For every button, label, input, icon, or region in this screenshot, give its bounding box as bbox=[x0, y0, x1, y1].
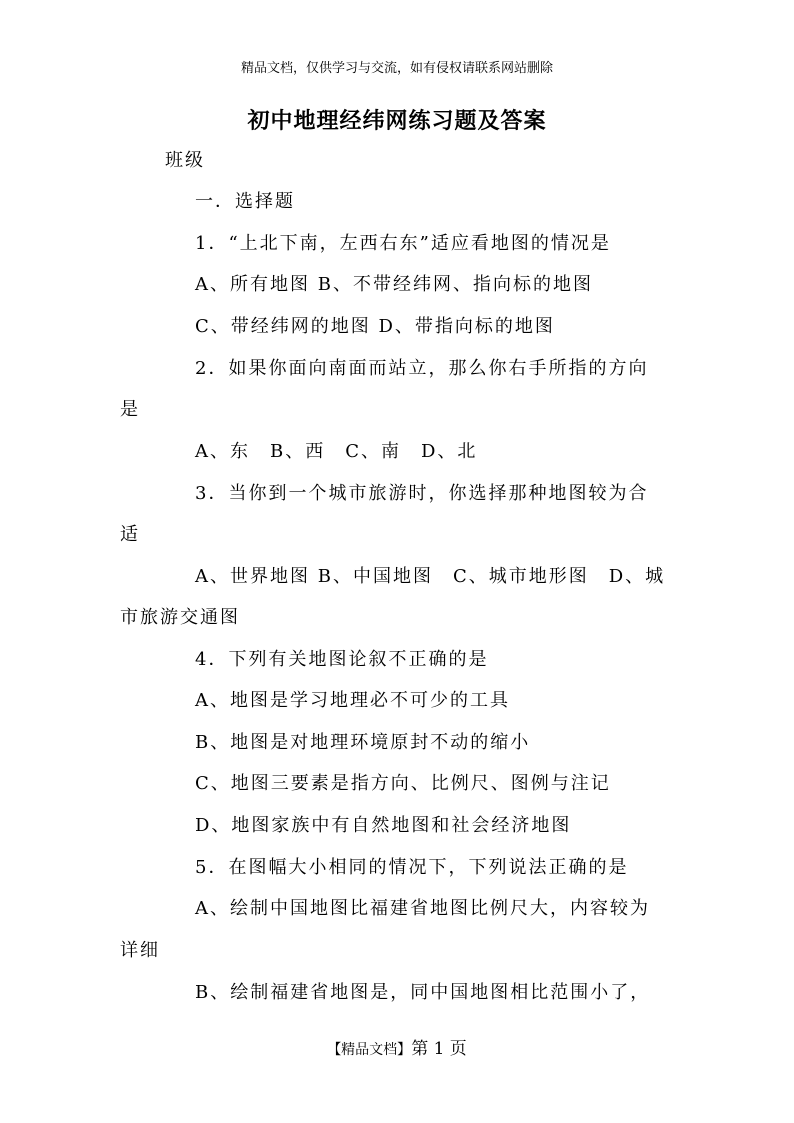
question-3-options: A、世界地图 B、中国地图 C、城市地形图 D、城 bbox=[195, 566, 666, 587]
question-2-stem: 2．如果你面向南面而站立，那么你右手所指的方向 bbox=[195, 358, 649, 379]
question-2-options: A、东 B、西 C、南 D、北 bbox=[195, 441, 478, 462]
question-1-option-line: A、所有地图 B、不带经纬网、指向标的地图 bbox=[195, 274, 593, 295]
page-title: 初中地理经纬网练习题及答案 bbox=[247, 108, 547, 134]
page-number: 第 1 页 bbox=[411, 1039, 467, 1059]
question-2-stem-continued: 是 bbox=[120, 399, 140, 420]
question-3-stem-continued: 适 bbox=[120, 524, 140, 545]
question-1-option-line: C、带经纬网的地图 D、带指向标的地图 bbox=[195, 316, 555, 337]
question-3-options-continued: 市旅游交通图 bbox=[120, 607, 240, 628]
page-footer bbox=[0, 1034, 794, 1059]
class-label: 班级 bbox=[165, 150, 205, 171]
question-4-option-d: D、地图家族中有自然地图和社会经济地图 bbox=[195, 815, 572, 836]
question-5-stem: 5．在图幅大小相同的情况下，下列说法正确的是 bbox=[195, 857, 629, 878]
question-4-option-a: A、地图是学习地理必不可少的工具 bbox=[195, 690, 510, 711]
question-4-stem: 4．下列有关地图论叙不正确的是 bbox=[195, 649, 489, 670]
question-4-option-b: B、地图是对地理环境原封不动的缩小 bbox=[195, 732, 531, 753]
question-1-stem: 1．“上北下南，左西右东”适应看地图的情况是 bbox=[195, 233, 611, 254]
question-5-option-b: B、绘制福建省地图是，同中国地图相比范围小了， bbox=[195, 982, 651, 1003]
question-5-option-a-continued: 详细 bbox=[120, 940, 160, 961]
section-heading: 一．选择题 bbox=[195, 191, 295, 212]
footer-tag: 【精品文档】 bbox=[327, 1042, 412, 1058]
header-note: 精品文档，仅供学习与交流，如有侵权请联系网站删除 bbox=[240, 61, 553, 76]
question-5-option-a: A、绘制中国地图比福建省地图比例尺大，内容较为 bbox=[195, 898, 650, 919]
question-3-stem: 3．当你到一个城市旅游时，你选择那种地图较为合 bbox=[195, 483, 649, 504]
question-4-option-c: C、地图三要素是指方向、比例尺、图例与注记 bbox=[195, 773, 611, 794]
